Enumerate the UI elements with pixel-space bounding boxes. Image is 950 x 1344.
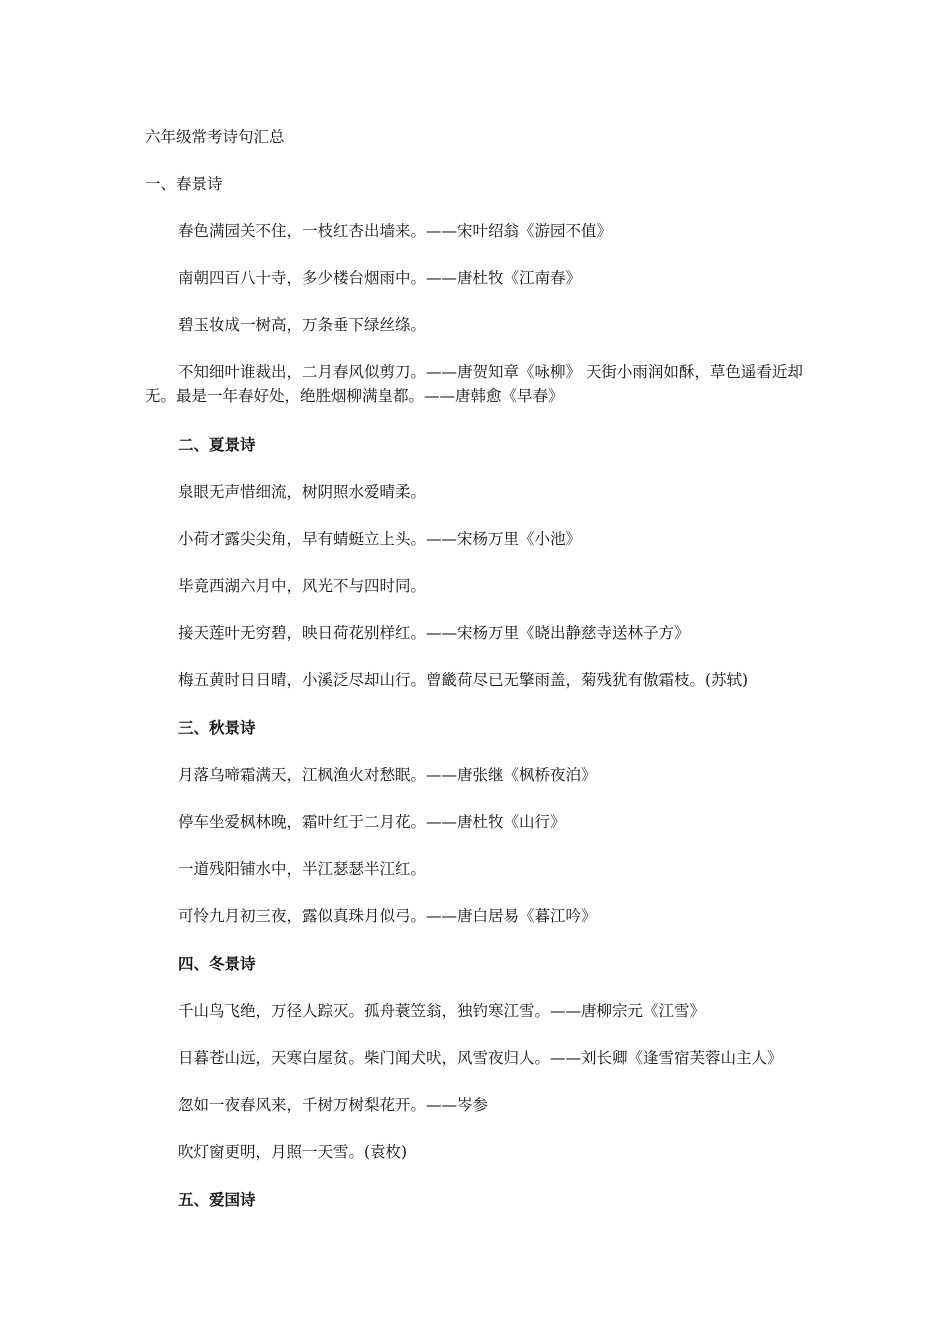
poem-line: 南朝四百八十寺，多少楼台烟雨中。——唐杜牧《江南春》 [178,269,582,287]
poem-paragraph: 不知细叶谁裁出，二月春风似剪刀。——唐贺知章《咏柳》 天街小雨润如酥，草色遥看近却无。最是一年春好处，绝胜烟柳满皇都。——唐韩愈《早春》 [145,363,803,405]
poem-line: 小荷才露尖尖角，早有蜻蜓立上头。——宋杨万里《小池》 [178,530,582,548]
poem-line: 春色满园关不住，一枝红杏出墙来。——宋叶绍翁《游园不值》 [178,222,613,240]
section-heading-patriotic: 五、爱国诗 [178,1190,256,1209]
poem-line: 碧玉妆成一树高，万条垂下绿丝绦。 [178,316,427,334]
poem-line: 接天莲叶无穷碧，映日荷花别样红。——宋杨万里《晓出静慈寺送林子方》 [178,624,690,642]
poem-line: 可怜九月初三夜，露似真珠月似弓。——唐白居易《暮江吟》 [178,907,597,925]
poem-line: 吹灯窗更明，月照一天雪。(袁枚) [178,1143,408,1161]
section-heading-winter: 四、冬景诗 [178,954,256,973]
poem-line: 日暮苍山远，天寒白屋贫。柴门闻犬吠，风雪夜归人。——刘长卿《逢雪宿芙蓉山主人》 [178,1049,783,1067]
poem-line: 忽如一夜春风来，千树万树梨花开。——岑参 [178,1096,489,1114]
poem-line: 停车坐爱枫林晚，霜叶红于二月花。——唐杜牧《山行》 [178,813,566,831]
section-heading-summer: 二、夏景诗 [178,435,256,454]
poem-line: 梅五黄时日日晴，小溪泛尽却山行。曾畿荷尽已无擎雨盖，菊残犹有傲霜枝。(苏轼) [178,671,749,689]
poem-line: 泉眼无声惜细流，树阴照水爱晴柔。 [178,483,427,501]
poem-line: 毕竟西湖六月中，风光不与四时同。 [178,577,427,595]
poem-line: 千山鸟飞绝，万径人踪灭。孤舟蓑笠翁，独钓寒江雪。——唐柳宗元《江雪》 [178,1002,706,1020]
poem-line: 一道残阳铺水中，半江瑟瑟半江红。 [178,860,427,878]
section-heading-autumn: 三、秋景诗 [178,718,256,737]
poem-line: 月落乌啼霜满天，江枫渔火对愁眠。——唐张继《枫桥夜泊》 [178,766,597,784]
document-title: 六年级常考诗句汇总 [145,128,285,146]
section-heading-spring: 一、春景诗 [145,175,223,193]
